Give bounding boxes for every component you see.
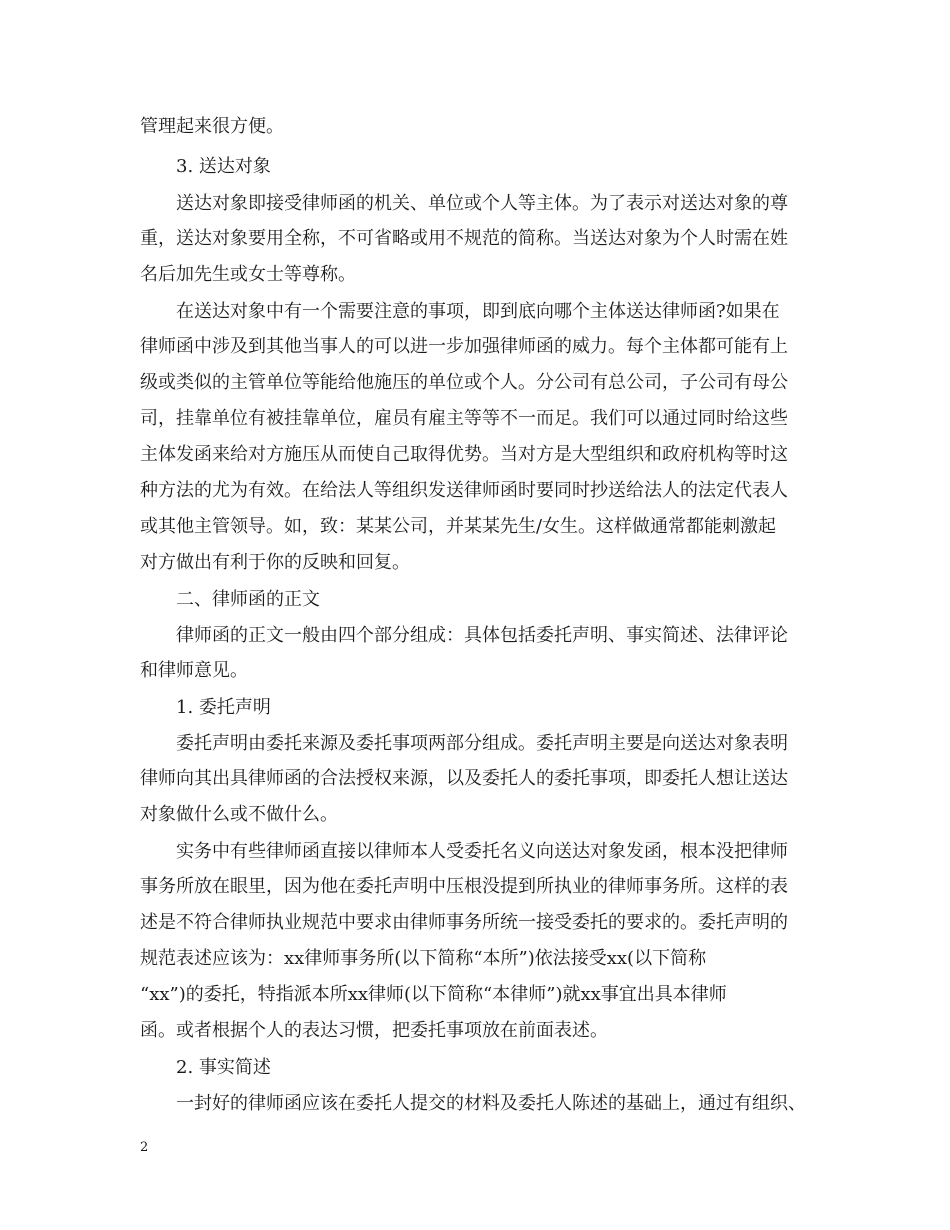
section-heading: 2. 事实简述 bbox=[176, 1057, 271, 1078]
page-number: 2 bbox=[140, 1140, 149, 1155]
text-line: 对方做出有利于你的反映和回复。 bbox=[140, 552, 410, 573]
text-line: 律师向其出具律师函的合法授权来源，以及委托人的委托事项，即委托人想让送达 bbox=[140, 768, 788, 789]
text-line: 种方法的尤为有效。在给法人等组织发送律师函时要同时抄送给法人的法定代表人 bbox=[140, 480, 788, 501]
text-line: 级或类似的主管单位等能给他施压的单位或个人。分公司有总公司，子公司有母公 bbox=[140, 372, 788, 393]
text-line: 在送达对象中有一个需要注意的事项，即到底向哪个主体送达律师函?如果在 bbox=[176, 301, 780, 322]
section-heading: 二、律师函的正文 bbox=[176, 589, 320, 610]
section-heading: 1. 委托声明 bbox=[176, 697, 271, 718]
text-line: 事务所放在眼里，因为他在委托声明中压根没提到所执业的律师事务所。这样的表 bbox=[140, 876, 788, 897]
text-line: 律师函中涉及到其他当事人的可以进一步加强律师函的威力。每个主体都可能有上 bbox=[140, 336, 788, 357]
text-line: 一封好的律师函应该在委托人提交的材料及委托人陈述的基础上，通过有组织、 bbox=[176, 1093, 806, 1114]
text-line: “xx”)的委托，特指派本所xx律师(以下简称“本律师”)就xx事宜出具本律师 bbox=[140, 984, 727, 1005]
text-line: 函。或者根据个人的表达习惯，把委托事项放在前面表述。 bbox=[140, 1020, 608, 1041]
text-line: 律师函的正文一般由四个部分组成：具体包括委托声明、事实简述、法律评论 bbox=[176, 625, 788, 646]
text-line: 名后加先生或女士等尊称。 bbox=[140, 264, 356, 285]
text-line: 主体发函来给对方施压从而使自己取得优势。当对方是大型组织和政府机构等时这 bbox=[140, 444, 788, 465]
section-heading: 3. 送达对象 bbox=[176, 156, 271, 177]
text-line: 司，挂靠单位有被挂靠单位，雇员有雇主等等不一而足。我们可以通过同时给这些 bbox=[140, 408, 788, 429]
text-line: 和律师意见。 bbox=[140, 660, 248, 681]
text-line: 规范表述应该为：xx律师事务所(以下简称“本所”)依法接受xx(以下简称 bbox=[140, 948, 707, 969]
text-line: 送达对象即接受律师函的机关、单位或个人等主体。为了表示对送达对象的尊 bbox=[176, 193, 788, 214]
text-line: 对象做什么或不做什么。 bbox=[140, 804, 338, 825]
text-line: 委托声明由委托来源及委托事项两部分组成。委托声明主要是向送达对象表明 bbox=[176, 733, 788, 754]
text-line: 重，送达对象要用全称，不可省略或用不规范的简称。当送达对象为个人时需在姓 bbox=[140, 228, 788, 249]
text-line: 或其他主管领导。如，致：某某公司，并某某先生/女生。这样做通常都能刺激起 bbox=[140, 516, 777, 537]
text-line: 实务中有些律师函直接以律师本人受委托名义向送达对象发函，根本没把律师 bbox=[176, 841, 788, 862]
text-line: 管理起来很方便。 bbox=[140, 116, 284, 137]
text-line: 述是不符合律师执业规范中要求由律师事务所统一接受委托的要求的。委托声明的 bbox=[140, 912, 788, 933]
